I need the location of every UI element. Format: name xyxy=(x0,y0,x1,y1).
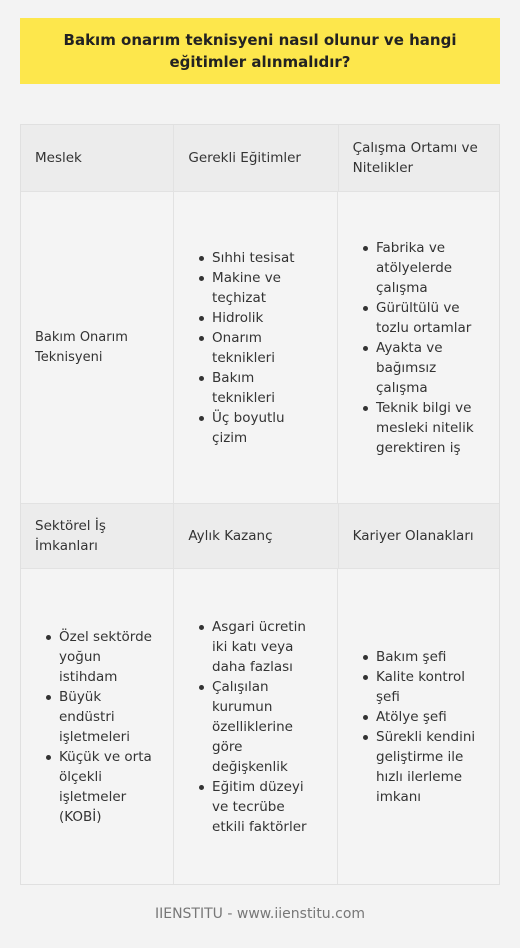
list-item: Bakım teknikleri xyxy=(188,368,308,408)
list-item: Fabrika ve atölyelerde çalışma xyxy=(352,238,487,298)
list-item: Onarım teknikleri xyxy=(188,328,308,368)
page-title: Bakım onarım teknisyeni nasıl olunur ve hangi eğitimler alınmalıdır? xyxy=(20,18,500,84)
header-cell-ortam: Çalışma Ortamı ve Nitelikler xyxy=(338,125,499,191)
list-item: Hidrolik xyxy=(188,308,308,328)
list-item: Sıhhi tesisat xyxy=(188,248,308,268)
footer-credit: IIENSTITU - www.iienstitu.com xyxy=(154,906,366,922)
list-item: Teknik bilgi ve mesleki nitelik gerektiren iş xyxy=(352,398,487,458)
kazanc-list xyxy=(188,617,320,837)
table-header-row xyxy=(21,125,499,191)
list-item: Asgari ücretin iki katı veya daha fazlası xyxy=(188,617,320,677)
table-row xyxy=(21,191,499,503)
header-cell-egitimler: Gerekli Eğitimler xyxy=(173,125,337,191)
list-item: Küçük ve orta ölçekli işletmeler (KOBİ) xyxy=(35,747,157,827)
cell-kariyer xyxy=(337,569,499,884)
table-row xyxy=(21,568,499,884)
list-item: Ayakta ve bağımsız çalışma xyxy=(352,338,487,398)
header-cell-imkanlar: Sektörel İş İmkanları xyxy=(35,518,106,554)
cell-egitimler xyxy=(173,192,337,503)
list-item: Eğitim düzeyi ve tecrübe etkili faktörler xyxy=(188,777,320,837)
kariyer-list xyxy=(352,647,487,807)
list-item: Üç boyutlu çizim xyxy=(188,408,308,448)
header-cell-kariyer: Kariyer Olanakları xyxy=(338,504,499,568)
list-item: Gürültülü ve tozlu ortamlar xyxy=(352,298,487,338)
cell-kazanc xyxy=(173,569,337,884)
cell-imkanlar xyxy=(21,569,173,884)
list-item: Çalışılan kurumun özelliklerine göre değişkenlik xyxy=(188,677,320,777)
egitimler-list xyxy=(188,248,308,448)
list-item: Büyük endüstri işletmeleri xyxy=(35,687,157,747)
list-item: Sürekli kendini geliştirme ile hızlı ilerleme imkanı xyxy=(352,727,487,807)
list-item: Atölye şefi xyxy=(352,707,487,727)
table-header-row-2 xyxy=(21,503,499,568)
info-table xyxy=(20,124,500,885)
list-item: Makine ve teçhizat xyxy=(188,268,308,308)
list-item: Bakım şefi xyxy=(352,647,487,667)
ortam-list xyxy=(352,238,487,458)
cell-meslek: Bakım Onarım Teknisyeni xyxy=(35,329,128,365)
imkanlar-list xyxy=(35,627,157,827)
header-cell-meslek: Meslek xyxy=(35,150,82,166)
cell-ortam xyxy=(337,192,499,503)
list-item: Kalite kontrol şefi xyxy=(352,667,487,707)
list-item: Özel sektörde yoğun istihdam xyxy=(35,627,157,687)
header-cell-kazanc: Aylık Kazanç xyxy=(173,504,337,568)
